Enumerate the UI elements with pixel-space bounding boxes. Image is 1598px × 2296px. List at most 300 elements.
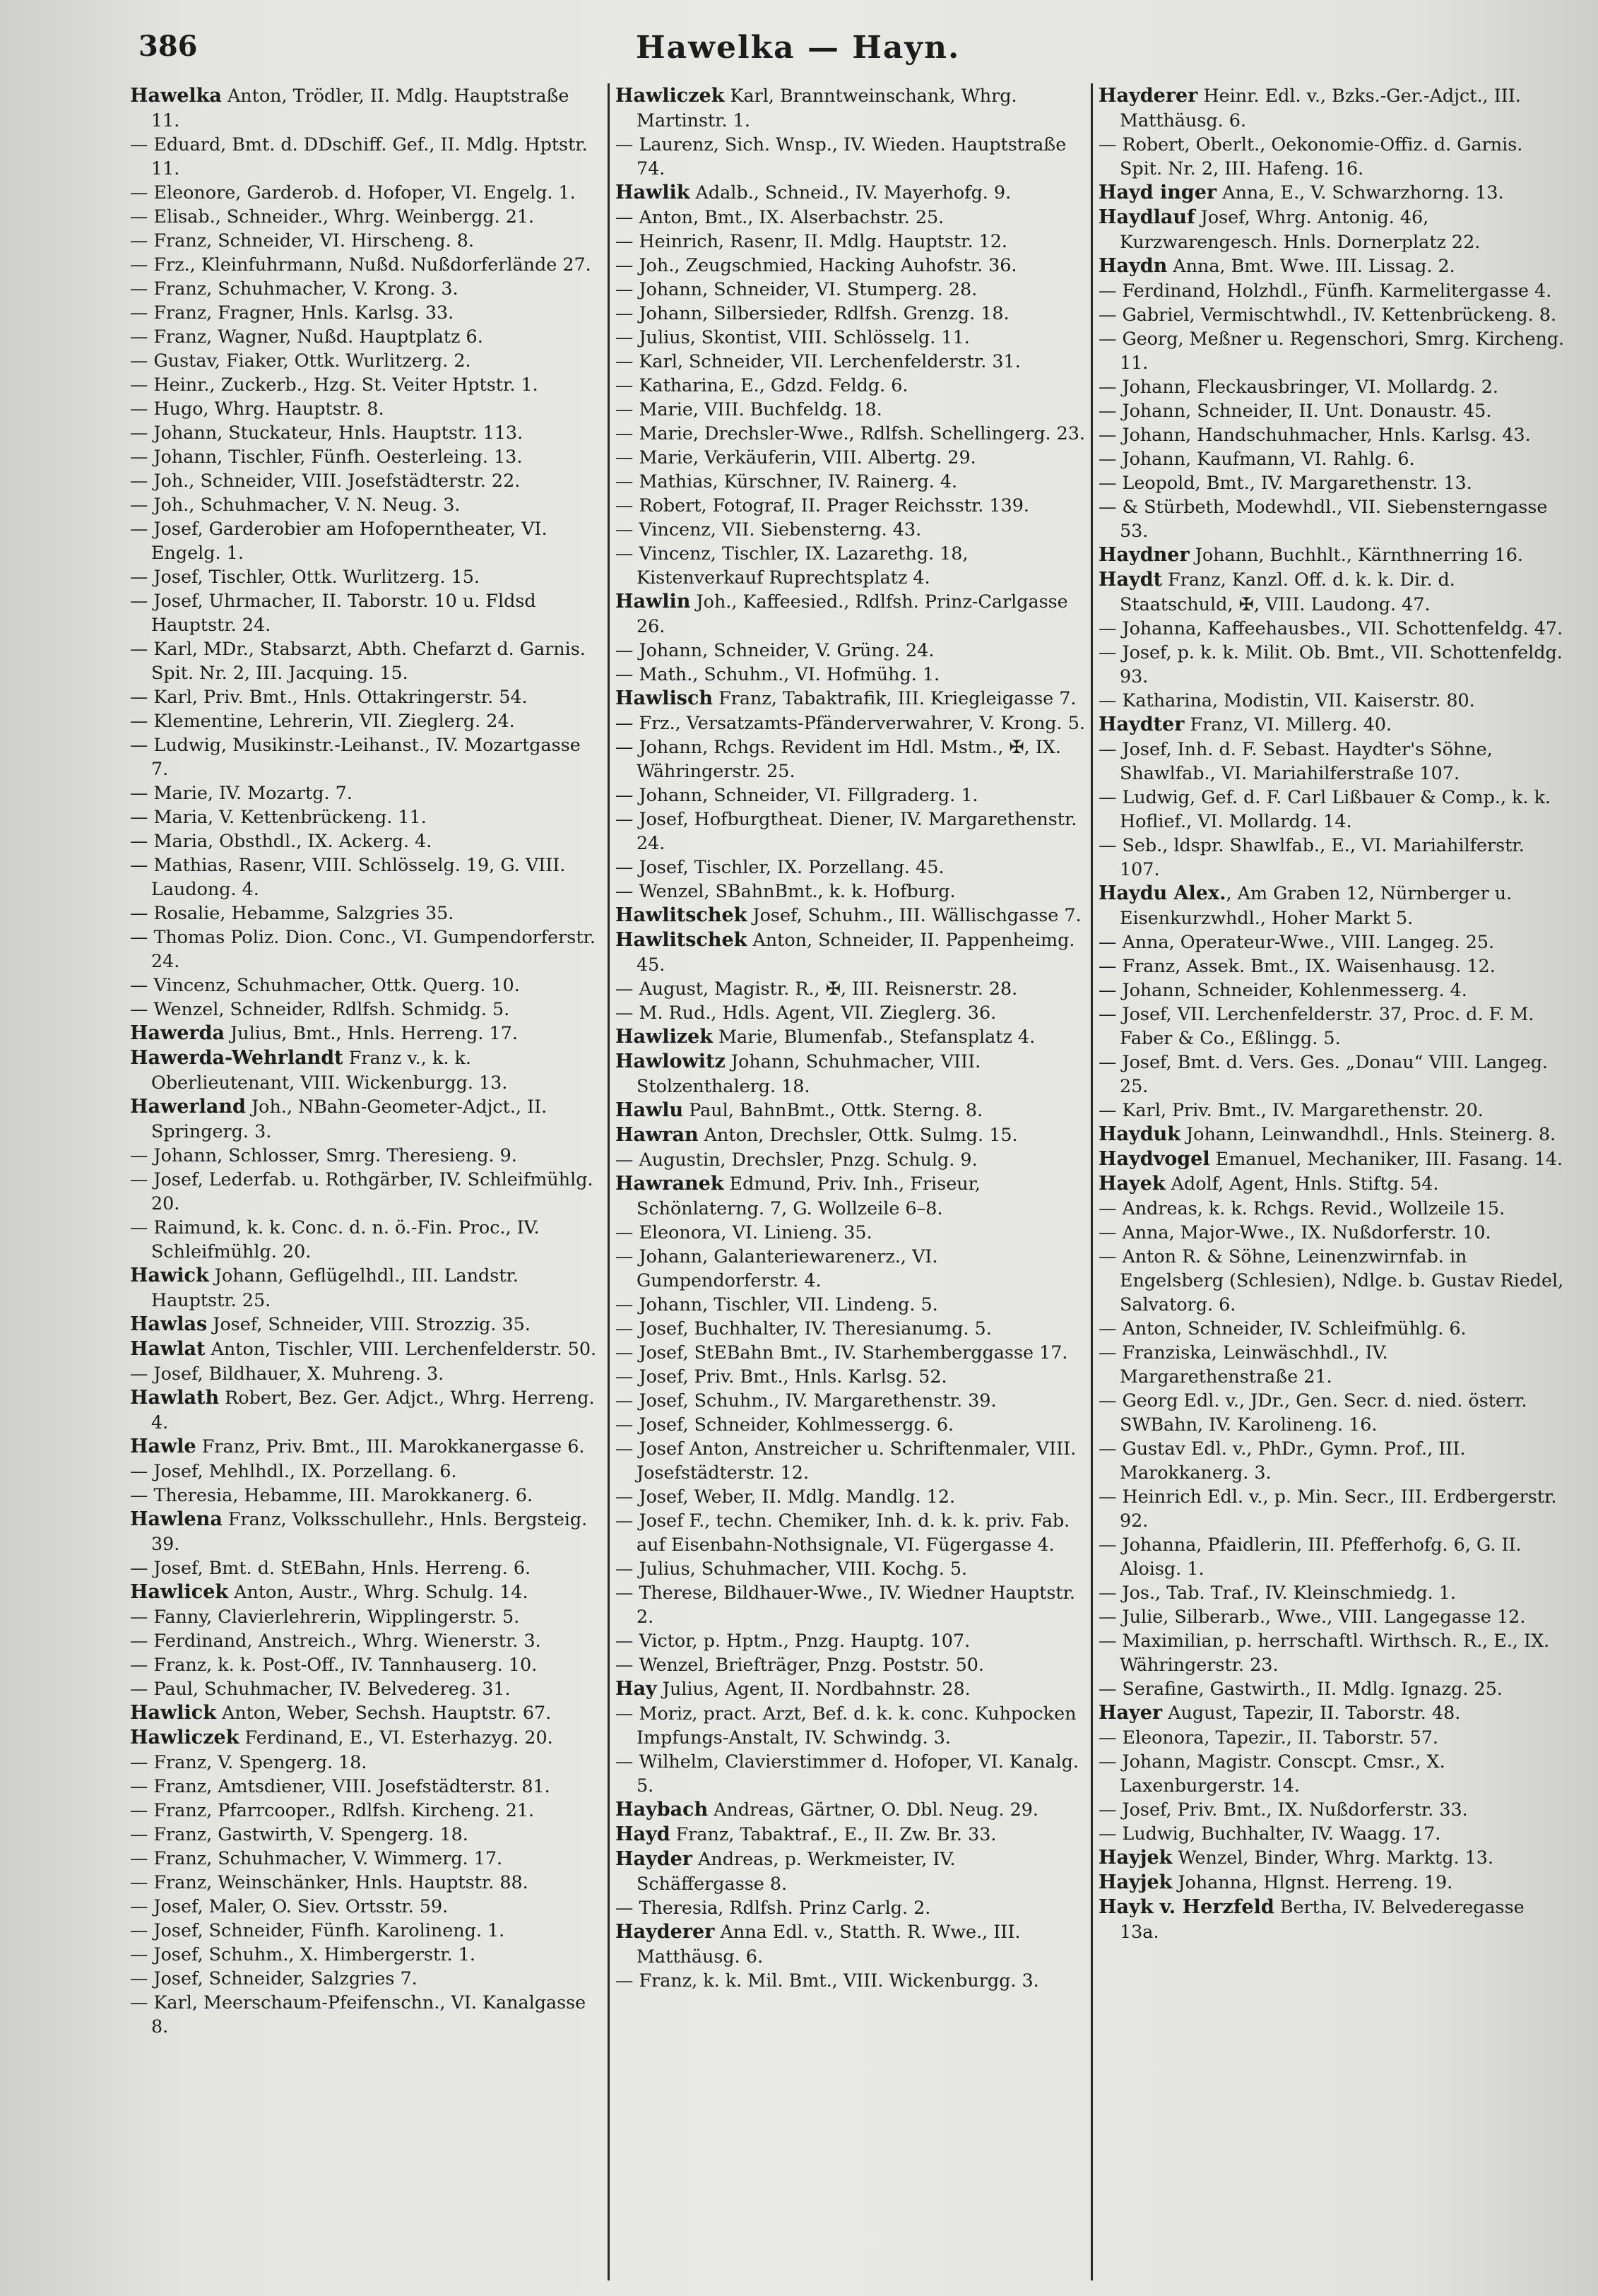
directory-entry xyxy=(1099,1870,1568,1895)
directory-entry xyxy=(130,1434,602,1459)
entry-surname: Haydu Alex. xyxy=(1099,882,1226,904)
directory-entry xyxy=(1099,616,1568,640)
entry-text: — Eduard, Bmt. d. DDschiff. Gef., II. Mdlg. Hptstr. 11. xyxy=(130,134,588,179)
entry-text: — Josef, Garderobier am Hofoperntheater, VI. Engelg. 1. xyxy=(130,518,548,563)
directory-entry xyxy=(130,1507,602,1556)
directory-entry xyxy=(130,733,602,781)
directory-entry xyxy=(130,1700,602,1725)
entry-surname: Hay xyxy=(615,1678,657,1700)
directory-entry xyxy=(1099,567,1568,616)
entry-text: Marie, Blumenfab., Stefansplatz 4. xyxy=(712,1026,1036,1047)
entry-text: — Theresia, Rdlfsh. Prinz Carlg. 2. xyxy=(615,1897,931,1918)
directory-entry xyxy=(1099,205,1568,254)
directory-entry xyxy=(130,637,602,685)
directory-entry xyxy=(1099,688,1568,712)
directory-entry xyxy=(130,1143,602,1167)
directory-entry xyxy=(1099,1676,1568,1700)
entry-text: Anton, Tischler, VIII. Lerchenfelderstr. 50. xyxy=(205,1338,597,1359)
entry-text: — Joh., Schuhmacher, V. N. Neug. 3. xyxy=(130,494,461,515)
entry-text: — Johann, Schneider, VI. Stumperg. 28. xyxy=(615,278,978,300)
entry-text: — Johann, Handschuhmacher, Hnls. Karlsg. 43. xyxy=(1099,424,1531,445)
entry-surname: Hayd inger xyxy=(1099,182,1217,203)
entry-text: — Klementine, Lehrerin, VII. Zieglerg. 24. xyxy=(130,710,515,731)
entry-text: Adolf, Agent, Hnls. Stiftg. 54. xyxy=(1165,1173,1439,1194)
directory-entry xyxy=(1099,1532,1568,1580)
directory-entry xyxy=(1099,398,1568,422)
entry-text: — Ferdinand, Anstreich., Whrg. Wienerstr. 3. xyxy=(130,1630,541,1651)
directory-entry xyxy=(130,588,602,637)
directory-entry xyxy=(1099,1436,1568,1484)
entry-surname: Hawlowitz xyxy=(615,1051,726,1072)
entry-text: Anna, E., V. Schwarzhorng. 13. xyxy=(1217,182,1504,203)
directory-entry xyxy=(1099,978,1568,1002)
entry-text: Johanna, Hlgnst. Herreng. 19. xyxy=(1172,1871,1453,1893)
entry-text: — Karl, Meerschaum-Pfeifenschn., VI. Kanalgasse 8. xyxy=(130,1992,586,2037)
entry-text: — Heinr., Zuckerb., Hzg. St. Veiter Hptstr. 1. xyxy=(130,374,538,395)
entry-text: — Josef, VII. Lerchenfelderstr. 37, Proc. d. F. M. Faber & Co., Eßlingg. 5. xyxy=(1099,1003,1534,1048)
entry-text: — Joh., Schneider, VIII. Josefstädterstr. 22. xyxy=(130,470,521,491)
entry-surname: Hawlitschek xyxy=(615,904,747,926)
entry-text: — August, Magistr. R., ✠, III. Reisnerstr. 28. xyxy=(615,978,1018,999)
directory-entry xyxy=(130,1215,602,1263)
directory-entry xyxy=(1099,471,1568,495)
entry-text: — Wilhelm, Clavierstimmer d. Hofoper, VI. Kanalg. 5. xyxy=(615,1751,1079,1796)
directory-entry xyxy=(615,711,1085,735)
entry-text: — Anna, Major-Wwe., IX. Nußdorferstr. 10. xyxy=(1099,1221,1491,1243)
entry-text: — Josef, Schuhm., IV. Margarethenstr. 39. xyxy=(615,1390,997,1411)
directory-entry xyxy=(615,1220,1085,1244)
entry-text: Anton, Drechsler, Ottk. Sulmg. 15. xyxy=(698,1124,1018,1145)
directory-entry xyxy=(130,1990,602,2038)
entry-text: — Josef, Hofburgtheat. Diener, IV. Margarethenstr. 24. xyxy=(615,808,1077,853)
entry-text: Andreas, Gärtner, O. Dbl. Neug. 29. xyxy=(708,1799,1038,1820)
entry-text: — Johann, Schneider, VI. Fillgraderg. 1. xyxy=(615,784,978,805)
directory-entry xyxy=(130,1046,602,1094)
directory-entry xyxy=(615,229,1085,253)
entry-surname: Hawerda xyxy=(130,1022,225,1044)
directory-entry xyxy=(1099,1580,1568,1604)
entry-text: — Ludwig, Buchhalter, IV. Waagg. 17. xyxy=(1099,1823,1441,1844)
directory-entry xyxy=(615,1484,1085,1508)
entry-text: — Julius, Skontist, VIII. Schlösselg. 11. xyxy=(615,326,970,348)
entry-surname: Hayd xyxy=(615,1823,670,1845)
entry-surname: Hawliczek xyxy=(130,1727,239,1748)
directory-entry xyxy=(1099,785,1568,833)
directory-entry xyxy=(1099,1845,1568,1870)
entry-text: — Johann, Stuckateur, Hnls. Hauptstr. 113. xyxy=(130,422,523,443)
directory-entry xyxy=(615,638,1085,662)
directory-entry xyxy=(615,1580,1085,1628)
entry-surname: Hawlena xyxy=(130,1508,223,1530)
entry-text: — Josef, Tischler, Ottk. Wurlitzerg. 15. xyxy=(130,566,480,587)
entry-text: — Laurenz, Sich. Wnsp., IV. Wieden. Hauptstraße 74. xyxy=(615,134,1067,179)
directory-entry xyxy=(130,1798,602,1822)
entry-text: Anton, Schneider, II. Pappenheimg. 45. xyxy=(637,929,1075,975)
entry-text: — Eleonore, Garderob. d. Hofoper, VI. Engelg. 1. xyxy=(130,182,576,203)
entry-text: — Franz, Assek. Bmt., IX. Waisenhausg. 12. xyxy=(1099,955,1496,976)
entry-text: — Johann, Magistr. Conscpt. Cmsr., X. Laxenburgerstr. 14. xyxy=(1099,1751,1445,1796)
directory-entry xyxy=(130,1676,602,1700)
entry-text: — Johann, Fleckausbringer, VI. Mollardg. 2. xyxy=(1099,376,1498,397)
entry-text: — Marie, IV. Mozartg. 7. xyxy=(130,782,353,803)
entry-surname: Hawlick xyxy=(130,1702,216,1724)
entry-text: Franz, VI. Millerg. 40. xyxy=(1184,714,1392,735)
entry-surname: Hawelka xyxy=(130,85,222,107)
directory-entry xyxy=(130,276,602,300)
directory-entry xyxy=(130,997,602,1021)
directory-entry xyxy=(615,1508,1085,1556)
directory-entry xyxy=(615,421,1085,445)
entry-text: Josef, Schneider, VIII. Strozzig. 35. xyxy=(207,1313,531,1335)
directory-entry xyxy=(130,1021,602,1046)
entry-text: , Am Graben 12, Nürnberger u. Eisenkurzwhdl., Hoher Markt 5. xyxy=(1120,882,1513,928)
entry-text: — Frz., Kleinfuhrmann, Nußd. Nußdorferlände 27. xyxy=(130,254,591,275)
entry-text: — Rosalie, Hebamme, Salzgries 35. xyxy=(130,902,454,923)
entry-text: — Marie, Drechsler-Wwe., Rdlfsh. Schellingerg. 23. xyxy=(615,422,1086,444)
entry-text: — Josef, Uhrmacher, II. Taborstr. 10 u. Fldsd Hauptstr. 24. xyxy=(130,590,536,635)
entry-text: — M. Rud., Hdls. Agent, VII. Zieglerg. 36. xyxy=(615,1002,997,1023)
directory-entry xyxy=(130,1628,602,1652)
directory-entry xyxy=(615,807,1085,855)
directory-entry xyxy=(615,1676,1085,1701)
entry-text: — Johanna, Pfaidlerin, III. Pfefferhofg. 6, G. II. Aloisg. 1. xyxy=(1099,1534,1522,1579)
entry-text: — Heinrich, Rasenr, II. Mdlg. Hauptstr. 12. xyxy=(615,230,1007,252)
directory-entry xyxy=(130,1263,602,1312)
entry-surname: Haydner xyxy=(1099,544,1190,566)
directory-entry xyxy=(1099,1749,1568,1797)
directory-entry xyxy=(1099,374,1568,398)
directory-entry xyxy=(615,205,1085,229)
directory-entry xyxy=(615,1968,1085,1992)
entry-surname: Hayjek xyxy=(1099,1871,1173,1893)
entry-text: — Thomas Poliz. Dion. Conc., VI. Gumpendorferstr. 24. xyxy=(130,926,596,971)
directory-entry xyxy=(130,1725,602,1750)
entry-surname: Hayek xyxy=(1099,1173,1166,1195)
directory-entry xyxy=(615,1000,1085,1024)
entry-text: — Josef, Tischler, IX. Porzellang. 45. xyxy=(615,856,945,877)
directory-entry xyxy=(615,1049,1085,1098)
directory-entry xyxy=(130,396,602,420)
entry-text: — & Stürbeth, Modewhdl., VII. Siebensterngasse 53. xyxy=(1099,496,1548,541)
directory-entry xyxy=(1099,737,1568,785)
entry-text: — Vincenz, Schuhmacher, Ottk. Querg. 10. xyxy=(130,974,520,995)
directory-entry xyxy=(1099,180,1568,205)
entry-text: — Mathias, Kürschner, IV. Rainerg. 4. xyxy=(615,471,958,492)
directory-entry xyxy=(1099,1171,1568,1196)
entry-surname: Haybach xyxy=(615,1799,709,1821)
entry-text: — Karl, Schneider, VII. Lerchenfelderstr. 31. xyxy=(615,350,1021,372)
directory-entry xyxy=(130,973,602,997)
page-number: 386 xyxy=(138,30,198,63)
entry-text: — Frz., Versatzamts-Pfänderverwahrer, V. Krong. 5. xyxy=(615,712,1085,733)
entry-text: — Marie, VIII. Buchfeldg. 18. xyxy=(615,398,882,420)
column-left xyxy=(124,83,608,2280)
directory-entry xyxy=(130,252,602,276)
entry-text: — Gabriel, Vermischtwhdl., IV. Kettenbrückeng. 8. xyxy=(1099,304,1557,325)
entry-text: — Eleonora, VI. Linieng. 35. xyxy=(615,1221,872,1243)
entry-surname: Hayer xyxy=(1099,1702,1163,1724)
directory-entry xyxy=(130,709,602,733)
entry-text: — Gustav, Fiaker, Ottk. Wurlitzerg. 2. xyxy=(130,350,471,371)
entry-text: — Marie, Verkäuferin, VIII. Albertg. 29. xyxy=(615,446,976,468)
directory-entry xyxy=(615,83,1085,132)
entry-text: — Johann, Galanteriewarenerz., VI. Gumpendorferstr. 4. xyxy=(615,1245,938,1291)
entry-text: — Josef, Priv. Bmt., Hnls. Karlsg. 52. xyxy=(615,1366,947,1387)
entry-text: — Moriz, pract. Arzt, Bef. d. k. k. conc. Kuhpocken Impfungs-Anstalt, IV. Schwindg. 3. xyxy=(615,1703,1077,1748)
entry-text: — Seb., ldspr. Shawlfab., E., VI. Mariahilferstr. 107. xyxy=(1099,834,1525,880)
directory-entry xyxy=(130,83,602,132)
directory-entry xyxy=(130,925,602,973)
directory-entry xyxy=(615,783,1085,807)
entry-text: — Joh., Zeugschmied, Hacking Auhofstr. 36. xyxy=(615,254,1017,276)
directory-entry xyxy=(1099,132,1568,180)
directory-entry xyxy=(1099,1050,1568,1098)
entry-surname: Hawlizek xyxy=(615,1026,713,1048)
entry-text: — Franz, Pfarrcooper., Rdlfsh. Kircheng. 21. xyxy=(130,1799,535,1821)
entry-text: — Anton R. & Söhne, Leinenzwirnfab. in Engelsberg (Schlesien), Ndlge. b. Gustav Riedel, Salvatorg. 6. xyxy=(1099,1245,1564,1315)
directory-entry xyxy=(615,1436,1085,1484)
directory-entry xyxy=(130,420,602,444)
entry-text: — Wenzel, Schneider, Rdlfsh. Schmidg. 5. xyxy=(130,998,510,1019)
entry-text: — Karl, Priv. Bmt., IV. Margarethenstr. 20. xyxy=(1099,1099,1484,1120)
directory-entry xyxy=(615,180,1085,205)
directory-entry xyxy=(1099,495,1568,543)
entry-text: — Vincenz, Tischler, IX. Lazarethg. 18, Kistenverkauf Ruprechtsplatz 4. xyxy=(615,543,969,588)
directory-entry xyxy=(130,300,602,324)
entry-text: — Andreas, k. k. Rchgs. Revid., Wollzeile 15. xyxy=(1099,1197,1505,1219)
directory-entry xyxy=(615,903,1085,928)
entry-text: Anton, Trödler, II. Mdlg. Hauptstraße 11. xyxy=(151,85,569,131)
directory-entry xyxy=(615,517,1085,541)
entry-surname: Hawliczek xyxy=(615,85,725,107)
directory-entry xyxy=(130,1167,602,1215)
directory-entry xyxy=(615,1556,1085,1580)
entry-text: Josef, Whrg. Antonig. 46, Kurzwarengesch. Hnls. Dornerplatz 22. xyxy=(1120,206,1481,252)
entry-text: — Franz, Schuhmacher, V. Wimmerg. 17. xyxy=(130,1847,503,1869)
entry-text: Franz, Priv. Bmt., III. Marokkanergasse 6. xyxy=(196,1436,585,1457)
directory-entry xyxy=(130,1556,602,1580)
entry-surname: Hawranek xyxy=(615,1173,724,1195)
directory-entry xyxy=(615,1292,1085,1316)
entry-surname: Hawle xyxy=(130,1436,196,1457)
directory-entry xyxy=(615,1364,1085,1388)
entry-text: Franz, Kanzl. Off. d. k. k. Dir. d. Staatschuld, ✠, VIII. Laudong. 47. xyxy=(1120,569,1455,615)
entry-text: — Raimund, k. k. Conc. d. n. ö.-Fin. Proc., IV. Schleifmühlg. 20. xyxy=(130,1217,540,1262)
entry-text: — Franz, Weinschänker, Hnls. Hauptstr. 88. xyxy=(130,1871,528,1893)
directory-entry xyxy=(615,397,1085,421)
directory-entry xyxy=(1099,326,1568,374)
entry-text: — Julius, Schuhmacher, VIII. Kochg. 5. xyxy=(615,1558,968,1579)
entry-text: Wenzel, Binder, Whrg. Marktg. 13. xyxy=(1172,1847,1494,1868)
entry-surname: Hawran xyxy=(615,1124,699,1146)
entry-text: — Josef, Weber, II. Mdlg. Mandlg. 12. xyxy=(615,1486,956,1507)
directory-entry xyxy=(130,1312,602,1337)
entry-text: — Franz, Fragner, Hnls. Karlsg. 33. xyxy=(130,302,454,323)
directory-entry xyxy=(1099,1725,1568,1749)
entry-surname: Hawerda-Wehrlandt xyxy=(130,1047,343,1069)
directory-entry xyxy=(130,204,602,228)
entry-text: — Wenzel, Briefträger, Pnzg. Poststr. 50. xyxy=(615,1654,985,1675)
entry-text: — Johann, Tischler, VII. Lindeng. 5. xyxy=(615,1294,938,1315)
entry-text: Johann, Leinwandhdl., Hnls. Steinerg. 8. xyxy=(1180,1123,1556,1144)
directory-entry xyxy=(615,1024,1085,1049)
entry-text: Emanuel, Mechaniker, III. Fasang. 14. xyxy=(1209,1148,1563,1169)
entry-text: — Josef, Lederfab. u. Rothgärber, IV. Schleifmühlg. 20. xyxy=(130,1168,593,1214)
directory-entry xyxy=(1099,1700,1568,1725)
entry-text: — Josef, Schuhm., X. Himbergerstr. 1. xyxy=(130,1943,475,1965)
entry-text: — Franz, Wagner, Nußd. Hauptplatz 6. xyxy=(130,326,483,347)
entry-text: — Georg Edl. v., JDr., Gen. Secr. d. nied. österr. SWBahn, IV. Karolineng. 16. xyxy=(1099,1390,1527,1435)
directory-entry xyxy=(1099,1484,1568,1532)
entry-text: — Paul, Schuhmacher, IV. Belvedereg. 31. xyxy=(130,1678,511,1699)
directory-entry xyxy=(1099,1895,1568,1943)
entry-text: — Josef, Schneider, Kohlmessergg. 6. xyxy=(615,1414,954,1435)
directory-entry xyxy=(1099,833,1568,881)
entry-text: — Leopold, Bmt., IV. Margarethenstr. 13. xyxy=(1099,472,1472,493)
entry-text: Julius, Bmt., Hnls. Herreng. 17. xyxy=(225,1022,518,1043)
directory-entry xyxy=(615,1244,1085,1292)
entry-surname: Haydter xyxy=(1099,714,1185,735)
entry-text: — Victor, p. Hptm., Pnzg. Hauptg. 107. xyxy=(615,1630,971,1651)
entry-text: — Johann, Schneider, V. Grüng. 24. xyxy=(615,639,935,661)
directory-entry xyxy=(615,589,1085,638)
directory-entry xyxy=(615,1895,1085,1919)
directory-entry xyxy=(130,1846,602,1870)
directory-entry xyxy=(615,253,1085,277)
entry-text: — Georg, Meßner u. Regenschori, Smrg. Kircheng. 11. xyxy=(1099,328,1565,373)
directory-entry xyxy=(615,1701,1085,1749)
directory-entry xyxy=(1099,1220,1568,1244)
entry-text: — Ludwig, Musikinstr.-Leihanst., IV. Mozartgasse 7. xyxy=(130,734,581,779)
directory-entry xyxy=(130,324,602,348)
entry-text: — Johann, Schneider, II. Unt. Donaustr. 45. xyxy=(1099,400,1492,421)
entry-text: Bertha, IV. Belvederegasse 13a. xyxy=(1120,1896,1525,1942)
entry-text: — Katharina, Modistin, VII. Kaiserstr. 80. xyxy=(1099,690,1475,711)
directory-entry xyxy=(130,1580,602,1604)
entry-text: — Franz, Schneider, VI. Hirscheng. 8. xyxy=(130,230,474,251)
entry-text: — Eleonora, Tapezir., II. Taborstr. 57. xyxy=(1099,1727,1439,1748)
directory-entry xyxy=(130,1604,602,1628)
entry-surname: Haydt xyxy=(1099,569,1163,591)
entry-text: Heinr. Edl. v., Bzks.-Ger.-Adjct., III. Matthäusg. 6. xyxy=(1120,85,1521,131)
entry-text: — Wenzel, SBahnBmt., k. k. Hofburg. xyxy=(615,880,956,901)
entry-text: — Katharina, E., Gdzd. Feldg. 6. xyxy=(615,374,909,396)
directory-entry xyxy=(130,901,602,925)
directory-entry xyxy=(1099,881,1568,930)
directory-entry xyxy=(130,1337,602,1361)
entry-surname: Hayderer xyxy=(1099,85,1198,107)
directory-entry xyxy=(615,1388,1085,1412)
entry-text: — Mathias, Rasenr, VIII. Schlösselg. 19, G. VIII. Laudong. 4. xyxy=(130,854,566,899)
entry-text: — Johann, Schlosser, Smrg. Theresieng. 9. xyxy=(130,1144,517,1166)
entry-text: — Josef, Mehlhdl., IX. Porzellang. 6. xyxy=(130,1460,457,1481)
directory-entry xyxy=(615,1171,1085,1220)
directory-entry xyxy=(130,1361,602,1385)
directory-entry xyxy=(130,685,602,709)
entry-text: — Johann, Tischler, Fünfh. Oesterleing. 13. xyxy=(130,446,523,467)
directory-entry xyxy=(1099,254,1568,278)
directory-entry xyxy=(130,348,602,372)
entry-text: Robert, Bez. Ger. Adjct., Whrg. Herreng. 4. xyxy=(151,1387,595,1433)
directory-entry xyxy=(1099,1604,1568,1628)
entry-text: Ferdinand, E., VI. Esterhazyg. 20. xyxy=(239,1727,553,1748)
entry-text: — Maria, V. Kettenbrückeng. 11. xyxy=(130,806,427,827)
entry-text: — Jos., Tab. Traf., IV. Kleinschmiedg. 1. xyxy=(1099,1582,1456,1603)
entry-surname: Hawerland xyxy=(130,1096,246,1118)
entry-text: — Franz, k. k. Post-Off., IV. Tannhauserg. 10. xyxy=(130,1654,538,1675)
directory-entry xyxy=(615,132,1085,180)
entry-surname: Hawlik xyxy=(615,182,690,203)
directory-entry xyxy=(130,228,602,252)
entry-text: Franz, Tabaktraf., E., II. Zw. Br. 33. xyxy=(670,1823,997,1845)
directory-entry xyxy=(1099,446,1568,471)
directory-entry xyxy=(615,735,1085,783)
directory-entry xyxy=(615,493,1085,517)
entry-surname: Haydn xyxy=(1099,255,1168,277)
entry-text: — Ferdinand, Holzhdl., Fünfh. Karmelitergasse 4. xyxy=(1099,280,1552,301)
directory-entry xyxy=(615,349,1085,373)
directory-entry xyxy=(615,1316,1085,1340)
entry-text: — Gustav Edl. v., PhDr., Gymn. Prof., III. Marokkanerg. 3. xyxy=(1099,1438,1466,1483)
entry-text: — Anton, Schneider, IV. Schleifmühlg. 6. xyxy=(1099,1318,1467,1339)
directory-entry xyxy=(615,1797,1085,1822)
directory-entry xyxy=(1099,1196,1568,1220)
directory-entry xyxy=(130,1966,602,1990)
entry-text: — Elisab., Schneider., Whrg. Weinbergg. 21. xyxy=(130,206,535,227)
directory-entry xyxy=(615,1628,1085,1652)
entry-text: — Math., Schuhm., VI. Hofmühg. 1. xyxy=(615,663,940,685)
directory-entry xyxy=(130,1459,602,1483)
directory-entry xyxy=(1099,83,1568,132)
directory-entry xyxy=(130,829,602,853)
directory-entry xyxy=(615,541,1085,589)
entry-text: — Franziska, Leinwäschhdl., IV. Margarethenstraße 21. xyxy=(1099,1342,1388,1387)
entry-text: — Johann, Silbersieder, Rdlfsh. Grenzg. 18. xyxy=(615,302,1010,324)
entry-text: Joh., NBahn-Geometer-Adjct., II. Springerg. 3. xyxy=(151,1096,548,1142)
directory-entry xyxy=(130,516,602,564)
entry-text: — Josef, Schneider, Salzgries 7. xyxy=(130,1967,418,1989)
directory-entry xyxy=(130,372,602,396)
directory-entry xyxy=(1099,1340,1568,1388)
entry-text: Johann, Geflügelhdl., III. Landstr. Hauptstr. 25. xyxy=(151,1265,519,1310)
entry-text: — Josef, Maler, O. Siev. Ortsstr. 59. xyxy=(130,1895,449,1917)
entry-surname: Hayjek xyxy=(1099,1847,1173,1869)
entry-text: Franz v., k. k. Oberlieutenant, VIII. Wickenburgg. 13. xyxy=(151,1047,508,1093)
entry-text: — Serafine, Gastwirth., II. Mdlg. Ignazg. 25. xyxy=(1099,1678,1503,1699)
entry-text: — Julie, Silberarb., Wwe., VIII. Langegasse 12. xyxy=(1099,1606,1526,1627)
directory-entry xyxy=(130,1652,602,1676)
entry-text: — Josef, Bmt. d. StEBahn, Hnls. Herreng. 6. xyxy=(130,1557,531,1578)
entry-text: — Josef, Bmt. d. Vers. Ges. „Donau“ VIII. Langeg. 25. xyxy=(1099,1051,1549,1096)
entry-surname: Hawlisch xyxy=(615,687,714,709)
directory-entry xyxy=(130,1942,602,1966)
entry-text: — Hugo, Whrg. Hauptstr. 8. xyxy=(130,398,384,419)
directory-entry xyxy=(615,1412,1085,1436)
directory-entry xyxy=(130,444,602,468)
directory-entry xyxy=(1099,954,1568,978)
directory-entry xyxy=(130,468,602,492)
directory-entry xyxy=(615,1652,1085,1676)
entry-text: — Franz, Amtsdiener, VIII. Josefstädterstr. 81. xyxy=(130,1775,550,1797)
entry-text: — Augustin, Drechsler, Pnzg. Schulg. 9. xyxy=(615,1149,978,1170)
directory-entry xyxy=(615,1340,1085,1364)
directory-entry xyxy=(1099,422,1568,446)
directory-entry xyxy=(130,1870,602,1894)
entry-text: — Josef, Inh. d. F. Sebast. Haydter's Söhne, Shawlfab., VI. Mariahilferstraße 107. xyxy=(1099,738,1493,783)
column-middle xyxy=(608,83,1091,2280)
entry-text: — Karl, Priv. Bmt., Hnls. Ottakringerstr. 54. xyxy=(130,686,528,707)
entry-text: Franz, Tabaktrafik, III. Kriegleigasse 7. xyxy=(713,687,1077,709)
